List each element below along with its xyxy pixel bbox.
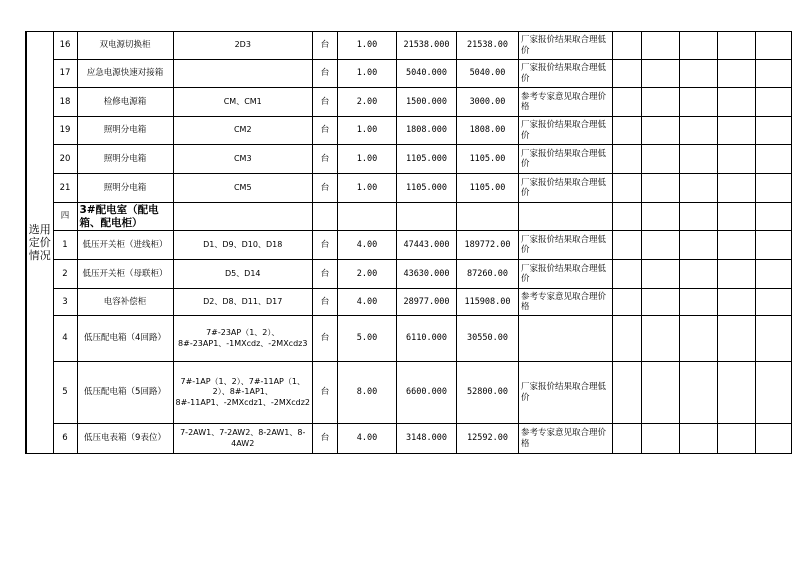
empty-cell: [755, 203, 791, 231]
cell-total: 5040.00: [456, 60, 518, 88]
cell-name: 低压开关柜（进线柜）: [77, 231, 173, 260]
empty-cell: [679, 60, 717, 88]
table-row: [26, 174, 791, 203]
cell-name: 电容补偿柜: [77, 289, 173, 316]
cell-qty: 1.00: [337, 174, 396, 203]
section-row: [26, 203, 791, 231]
cell-total: 1105.00: [456, 174, 518, 203]
cell-price: 5040.000: [396, 60, 456, 88]
empty-cell: [679, 88, 717, 117]
empty-cell: [641, 174, 679, 203]
empty-cell: [641, 117, 679, 145]
cell-price: 21538.000: [396, 32, 456, 60]
cell-unit: 台: [312, 424, 337, 454]
cell-price: 1500.000: [396, 88, 456, 117]
cell-qty: 4.00: [337, 231, 396, 260]
empty-cell: [679, 231, 717, 260]
cell-no: 17: [53, 60, 77, 88]
empty-cell: [679, 260, 717, 289]
empty-cell: [173, 203, 312, 231]
cell-note: 厂家报价结果取合理低价: [518, 174, 612, 203]
cell-name: 应急电源快速对接箱: [77, 60, 173, 88]
empty-cell: [337, 203, 396, 231]
cell-note: 厂家报价结果取合理低价: [518, 60, 612, 88]
cell-qty: 2.00: [337, 88, 396, 117]
cell-no: 18: [53, 88, 77, 117]
cell-spec: CM3: [173, 145, 312, 174]
empty-cell: [755, 260, 791, 289]
empty-cell: [679, 174, 717, 203]
table-body: [26, 32, 791, 454]
cell-total: 30550.00: [456, 316, 518, 362]
cell-no: 2: [53, 260, 77, 289]
empty-cell: [755, 32, 791, 60]
empty-cell: [641, 145, 679, 174]
empty-cell: [755, 174, 791, 203]
cell-spec: 7-2AW1、7-2AW2、8-2AW1、8-4AW2: [173, 424, 312, 454]
cell-note: 厂家报价结果取合理低价: [518, 145, 612, 174]
empty-cell: [679, 117, 717, 145]
empty-cell: [717, 88, 755, 117]
cell-no: 4: [53, 316, 77, 362]
cell-no: 16: [53, 32, 77, 60]
cell-no: 6: [53, 424, 77, 454]
cell-unit: 台: [312, 316, 337, 362]
cell-total: 115908.00: [456, 289, 518, 316]
cell-unit: 台: [312, 289, 337, 316]
empty-cell: [717, 231, 755, 260]
table-row: [26, 117, 791, 145]
empty-cell: [612, 174, 641, 203]
cell-note: 厂家报价结果取合理低价: [518, 231, 612, 260]
empty-cell: [612, 362, 641, 424]
cell-total: 1808.00: [456, 117, 518, 145]
cell-name: 照明分电箱: [77, 117, 173, 145]
cell-spec: D1、D9、D10、D18: [173, 231, 312, 260]
cell-no: 21: [53, 174, 77, 203]
empty-cell: [641, 203, 679, 231]
cell-price: 6110.000: [396, 316, 456, 362]
cell-price: 28977.000: [396, 289, 456, 316]
cell-price: 6600.000: [396, 362, 456, 424]
cell-note: 参考专家意见取合理价格: [518, 88, 612, 117]
empty-cell: [641, 60, 679, 88]
empty-cell: [679, 289, 717, 316]
cell-no: 1: [53, 231, 77, 260]
cell-name: 低压开关柜（母联柜）: [77, 260, 173, 289]
empty-cell: [755, 289, 791, 316]
cell-name: 低压配电箱（5回路）: [77, 362, 173, 424]
cell-note: 参考专家意见取合理价格: [518, 424, 612, 454]
cell-note: [518, 316, 612, 362]
cell-unit: 台: [312, 362, 337, 424]
empty-cell: [679, 203, 717, 231]
empty-cell: [641, 88, 679, 117]
cell-unit: 台: [312, 117, 337, 145]
empty-cell: [396, 203, 456, 231]
empty-cell: [717, 60, 755, 88]
table-row: [26, 289, 791, 316]
section-number: 四: [53, 203, 77, 231]
cell-note: 厂家报价结果取合理低价: [518, 362, 612, 424]
cell-qty: 4.00: [337, 424, 396, 454]
cell-name: 照明分电箱: [77, 145, 173, 174]
empty-cell: [755, 117, 791, 145]
side-label: 选用定价情况: [26, 32, 53, 454]
empty-cell: [679, 32, 717, 60]
empty-cell: [641, 362, 679, 424]
cell-price: 47443.000: [396, 231, 456, 260]
table-row: [26, 88, 791, 117]
empty-cell: [641, 231, 679, 260]
empty-cell: [717, 145, 755, 174]
table-row: [26, 231, 791, 260]
empty-cell: [612, 316, 641, 362]
table-row: [26, 424, 791, 454]
empty-cell: [679, 145, 717, 174]
cell-total: 21538.00: [456, 32, 518, 60]
cell-price: 1105.000: [396, 174, 456, 203]
cell-qty: 1.00: [337, 32, 396, 60]
empty-cell: [755, 316, 791, 362]
empty-cell: [717, 117, 755, 145]
cell-spec: CM、CM1: [173, 88, 312, 117]
empty-cell: [717, 316, 755, 362]
empty-cell: [717, 289, 755, 316]
table-row: [26, 260, 791, 289]
empty-cell: [612, 289, 641, 316]
empty-cell: [612, 203, 641, 231]
cell-name: 照明分电箱: [77, 174, 173, 203]
table-row: [26, 60, 791, 88]
cell-no: 3: [53, 289, 77, 316]
cell-spec: 7#-23AP（1、2）、8#-23AP1、-1MXcdz、-2MXcdz3: [173, 316, 312, 362]
cell-spec: [173, 60, 312, 88]
cell-spec: CM2: [173, 117, 312, 145]
cell-name: 检修电源箱: [77, 88, 173, 117]
empty-cell: [641, 260, 679, 289]
empty-cell: [641, 316, 679, 362]
cell-qty: 8.00: [337, 362, 396, 424]
empty-cell: [641, 289, 679, 316]
empty-cell: [312, 203, 337, 231]
cell-spec: 7#-1AP（1、2）、7#-11AP（1、2）、8#-1AP1、8#-11AP1、-2MXcdz1、-2MXcdz2: [173, 362, 312, 424]
cell-total: 12592.00: [456, 424, 518, 454]
empty-cell: [612, 117, 641, 145]
empty-cell: [717, 362, 755, 424]
cell-qty: 1.00: [337, 117, 396, 145]
empty-cell: [717, 424, 755, 454]
cell-name: 低压电表箱（9表位）: [77, 424, 173, 454]
cell-total: 52800.00: [456, 362, 518, 424]
cell-note: 厂家报价结果取合理低价: [518, 32, 612, 60]
cell-name: 低压配电箱（4回路）: [77, 316, 173, 362]
cell-total: 1105.00: [456, 145, 518, 174]
cell-price: 1808.000: [396, 117, 456, 145]
empty-cell: [612, 88, 641, 117]
empty-cell: [755, 60, 791, 88]
empty-cell: [612, 424, 641, 454]
cell-unit: 台: [312, 174, 337, 203]
empty-cell: [612, 231, 641, 260]
empty-cell: [755, 231, 791, 260]
empty-cell: [755, 88, 791, 117]
cell-spec: D5、D14: [173, 260, 312, 289]
cell-spec: D2、D8、D11、D17: [173, 289, 312, 316]
table-row: [26, 145, 791, 174]
empty-cell: [612, 145, 641, 174]
cell-unit: 台: [312, 260, 337, 289]
empty-cell: [755, 424, 791, 454]
cell-total: 3000.00: [456, 88, 518, 117]
cell-total: 189772.00: [456, 231, 518, 260]
empty-cell: [679, 316, 717, 362]
empty-cell: [456, 203, 518, 231]
empty-cell: [717, 203, 755, 231]
cell-unit: 台: [312, 32, 337, 60]
empty-cell: [518, 203, 612, 231]
cell-qty: 1.00: [337, 60, 396, 88]
empty-cell: [612, 32, 641, 60]
cell-note: 参考专家意见取合理价格: [518, 289, 612, 316]
cell-name: 双电源切换柜: [77, 32, 173, 60]
empty-cell: [717, 32, 755, 60]
empty-cell: [679, 424, 717, 454]
cell-qty: 4.00: [337, 289, 396, 316]
cell-qty: 2.00: [337, 260, 396, 289]
cell-no: 5: [53, 362, 77, 424]
empty-cell: [612, 260, 641, 289]
empty-cell: [641, 424, 679, 454]
table-row: [26, 32, 791, 60]
empty-cell: [755, 362, 791, 424]
cell-unit: 台: [312, 145, 337, 174]
cell-price: 1105.000: [396, 145, 456, 174]
cell-unit: 台: [312, 231, 337, 260]
table-row: [26, 316, 791, 362]
cell-note: 厂家报价结果取合理低价: [518, 117, 612, 145]
cell-qty: 5.00: [337, 316, 396, 362]
empty-cell: [612, 60, 641, 88]
cost-table: [25, 31, 792, 454]
cell-total: 87260.00: [456, 260, 518, 289]
cell-unit: 台: [312, 88, 337, 117]
cell-note: 厂家报价结果取合理低价: [518, 260, 612, 289]
empty-cell: [679, 362, 717, 424]
cell-no: 19: [53, 117, 77, 145]
cell-spec: CM5: [173, 174, 312, 203]
empty-cell: [717, 174, 755, 203]
empty-cell: [717, 260, 755, 289]
table-row: [26, 362, 791, 424]
empty-cell: [755, 145, 791, 174]
cell-price: 43630.000: [396, 260, 456, 289]
cell-qty: 1.00: [337, 145, 396, 174]
cell-price: 3148.000: [396, 424, 456, 454]
section-title: 3#配电室（配电箱、配电柜）: [77, 203, 173, 231]
empty-cell: [641, 32, 679, 60]
cell-spec: 2D3: [173, 32, 312, 60]
cell-unit: 台: [312, 60, 337, 88]
cell-no: 20: [53, 145, 77, 174]
